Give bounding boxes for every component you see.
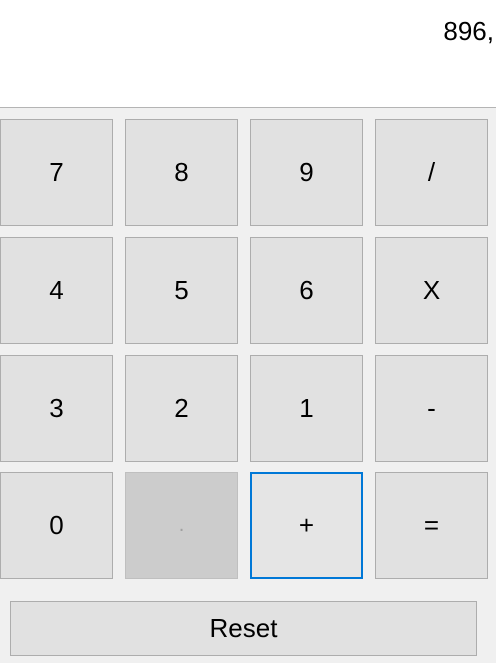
key-8-button[interactable]: 8 <box>125 119 238 226</box>
key-6-button[interactable]: 6 <box>250 237 363 344</box>
divide-button[interactable]: / <box>375 119 488 226</box>
key-7-button[interactable]: 7 <box>0 119 113 226</box>
subtract-button[interactable]: - <box>375 355 488 462</box>
display-value: 896, <box>443 16 494 46</box>
add-button[interactable]: + <box>250 472 363 579</box>
multiply-button[interactable]: X <box>375 237 488 344</box>
key-1-button[interactable]: 1 <box>250 355 363 462</box>
key-9-button[interactable]: 9 <box>250 119 363 226</box>
equals-button[interactable]: = <box>375 472 488 579</box>
reset-button[interactable]: Reset <box>10 601 477 656</box>
key-2-button[interactable]: 2 <box>125 355 238 462</box>
key-5-button[interactable]: 5 <box>125 237 238 344</box>
key-4-button[interactable]: 4 <box>0 237 113 344</box>
display-panel <box>0 0 496 108</box>
key-3-button[interactable]: 3 <box>0 355 113 462</box>
key-0-button[interactable]: 0 <box>0 472 113 579</box>
decimal-button[interactable]: . <box>125 472 238 579</box>
